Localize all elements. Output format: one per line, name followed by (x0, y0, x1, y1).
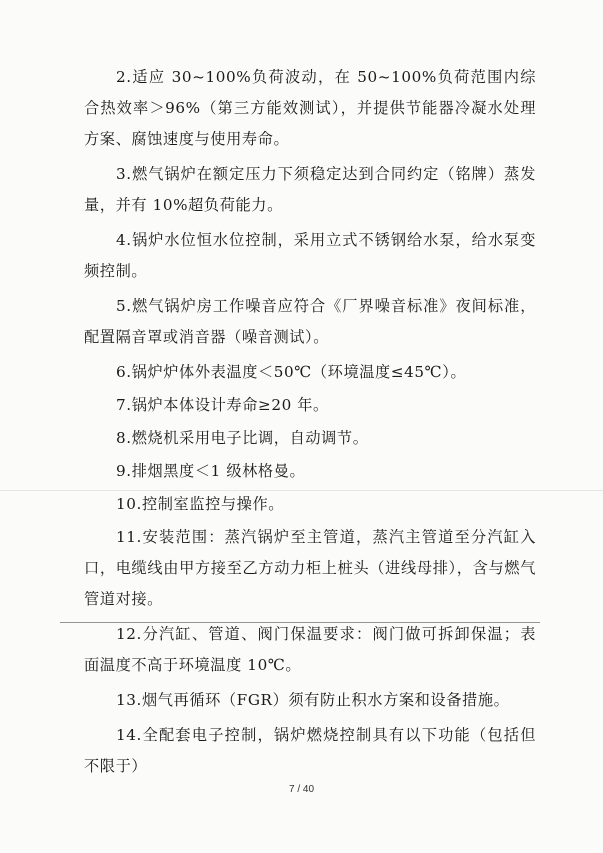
paragraph-item-14: 14.全配套电子控制，锅炉燃烧控制具有以下功能（包括但不限于） (84, 726, 536, 775)
paragraph-item-7: 7.锅炉本体设计寿命≥20 年。 (116, 396, 329, 414)
page-number: 7 / 40 (288, 784, 315, 795)
paragraph-item-13: 13.烟气再循环（FGR）须有防止积水方案和设备措施。 (116, 691, 510, 709)
paragraph-item-5: 5.燃气锅炉房工作噪音应符合《厂界噪音标准》夜间标准，配置隔音罩或消音器（噪音测试）。 (84, 297, 536, 346)
paragraph-item-12: 12.分汽缸、管道、阀门保温要求：阀门做可拆卸保温；表面温度不高于环境温度 10℃。 (84, 625, 536, 674)
paragraph-item-9: 9.排烟黑度＜1 级林格曼。 (116, 462, 306, 480)
paragraph-item-3: 3.燃气锅炉在额定压力下须稳定达到合同约定（铭牌）蒸发量，并有 10%超负荷能力。 (84, 165, 536, 214)
body-text (84, 62, 536, 786)
paragraph-item-10: 10.控制室监控与操作。 (116, 495, 285, 513)
paragraph-item-11: 11.安装范围：蒸汽锅炉至主管道，蒸汽主管道至分汽缸入口，电缆线由甲方接至乙方动力柜上桩头（进线母排），含与燃气管道对接。 (84, 528, 536, 608)
paragraph-item-6: 6.锅炉炉体外表温度＜50℃（环境温度≤45℃）。 (116, 363, 467, 381)
paragraph-item-4: 4.锅炉水位恒水位控制，采用立式不锈钢给水泵，给水泵变频控制。 (84, 231, 536, 280)
paragraph-item-2: 2.适应 30~100%负荷波动，在 50~100%负荷范围内综合热效率＞96%（第三方能效测试），并提供节能器冷凝水处理方案、腐蚀速度与使用寿命。 (84, 68, 536, 148)
paragraph-item-8: 8.燃烧机采用电子比调，自动调节。 (116, 429, 369, 447)
